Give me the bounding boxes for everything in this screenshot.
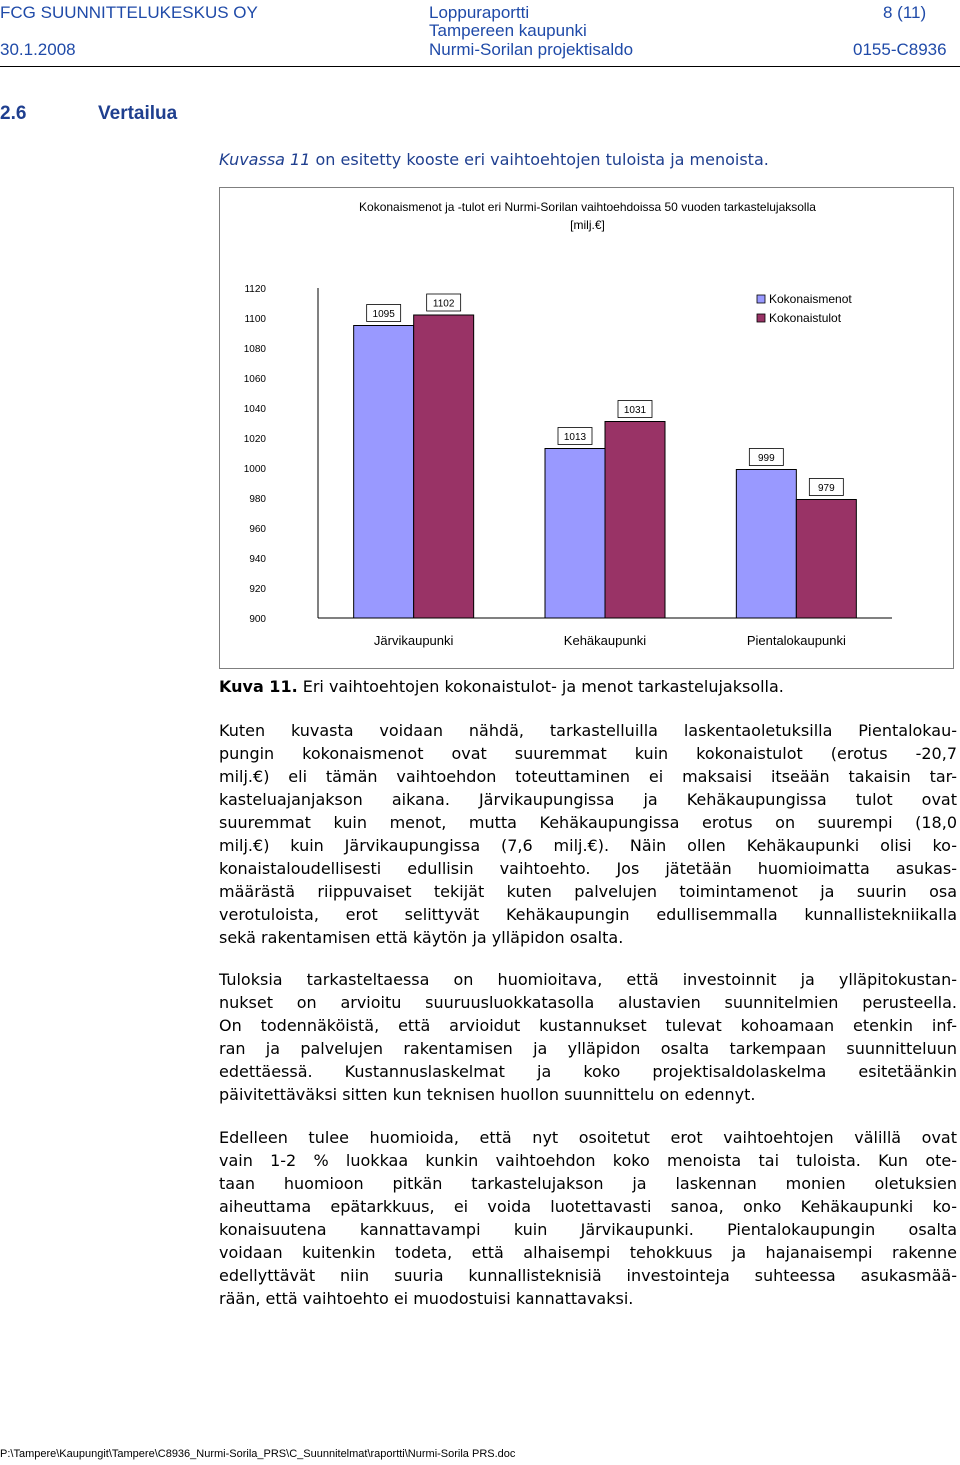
- paragraph-line: Edelleen tulee huomioida, että nyt osoitetut erot vaihtoehtojen välillä ovat: [219, 1128, 957, 1147]
- paragraph-line: Tuloksia tarkasteltaessa on huomioitava, että investoinnit ja ylläpitokustan-: [219, 970, 957, 989]
- project-name: Nurmi-Sorilan projektisaldo: [429, 40, 634, 59]
- y-tick-label: 1040: [243, 404, 266, 415]
- paragraph-line: On todennäköistä, että arvioidut kustannukset tulevat kohoamaan etenkin inf-: [219, 1016, 957, 1035]
- x-tick-label: Pientalokaupunki: [746, 633, 846, 648]
- y-tick-label: 980: [249, 494, 266, 505]
- paragraph-line: ran ja palvelujen rakentamisen ja ylläpidon osalta tarkempaan suunnitteluun: [219, 1039, 957, 1058]
- bar: [605, 422, 665, 619]
- company-name: FCG SUUNNITTELUKESKUS OY: [0, 3, 258, 22]
- paragraph-line: pungin kokonaismenot ovat suuremmat kuin kokonaistulot (erotus -20,7: [219, 744, 957, 763]
- paragraph-line: taan huomioon pitkän tarkastelujakson ja laskennan monien oletuksien: [219, 1174, 957, 1193]
- paragraph-line: voidaan kuitenkin todeta, että alhaisempi tehokkuus ja hajanaisempi rakenne: [219, 1243, 957, 1262]
- x-tick-label: Järvikaupunki: [373, 633, 454, 648]
- figure-reference: Kuvassa 11: [219, 150, 311, 169]
- paragraph-line: päivitettäväksi sitten kun teknisen huollon suunnittelu on edennyt.: [219, 1085, 756, 1104]
- y-tick-label: 1020: [243, 434, 266, 445]
- paragraph-line: edettäessä. Kustannuslaskelmat ja koko projektisaldolaskelma esitetäänkin: [219, 1062, 957, 1081]
- paragraph-line: milj.€) kuin Järvikaupungissa (7,6 milj.€). Näin ollen Kehäkaupunki olisi ko-: [219, 836, 957, 855]
- paragraph-line: vain 1-2 % luokkaa kunkin vaihtoehdon koko menoista tai tuloista. Kun ote-: [219, 1151, 957, 1170]
- bar: [414, 315, 474, 618]
- data-label: 1102: [432, 298, 455, 310]
- data-label: 1095: [372, 309, 395, 320]
- legend-swatch: [757, 314, 765, 322]
- paragraph-line: suuremmat kuin menot, mutta Kehäkaupungissa erotus on suurempi (18,0: [219, 813, 957, 832]
- header-divider: [0, 66, 960, 67]
- bar: [796, 500, 856, 619]
- y-tick-label: 940: [249, 554, 266, 565]
- paragraph-line: nukset on arvioitu suuruusluokkatasolla alustavien suunnitelmien perusteella.: [219, 993, 957, 1012]
- chart-title-line-1: Kokonaismenot ja -tulot eri Nurmi-Sorilan vaihtoehdoissa 50 vuoden tarkastelujaksolla: [359, 200, 816, 214]
- bar-chart: [219, 187, 954, 669]
- intro-text: on esitetty kooste eri vaihtoehtojen tuloista ja menoista.: [310, 150, 769, 169]
- paragraph-line: sekä rakentamisen että käytön ja ylläpidon osalta.: [219, 928, 624, 947]
- y-tick-label: 1080: [243, 344, 266, 355]
- figure-caption: [219, 677, 784, 696]
- paragraph-line: rään, että vaihtoehto ei muodostuisi kannattavaksi.: [219, 1289, 634, 1308]
- legend-swatch: [757, 295, 765, 303]
- legend-label: Kokonaismenot: [769, 292, 852, 306]
- page-number: 8 (11): [883, 3, 927, 22]
- chart-title-line-2: [milj.€]: [570, 218, 605, 232]
- report-date: 30.1.2008: [0, 40, 76, 59]
- paragraph-line: Kuten kuvasta voidaan nähdä, tarkastelluilla laskentaoletuksilla Pientalokau-: [219, 721, 957, 740]
- bar: [354, 326, 414, 619]
- bar: [736, 470, 796, 619]
- y-tick-label: 1100: [244, 314, 266, 325]
- intro-sentence: [219, 150, 769, 169]
- paragraph-line: aiheuttama epätarkkuus, ei voida luotettavasti sanoa, onko Kehäkaupunki ko-: [219, 1197, 957, 1216]
- paragraph-line: määrästä riippuvaiset tekijät kuten palvelujen toimintamenot ja suurin osa: [219, 882, 957, 901]
- paragraph-line: milj.€) eli tämän vaihtoehdon toteuttaminen ei maksaisi itseään takaisin tar-: [219, 767, 957, 786]
- data-label: 1031: [623, 405, 647, 416]
- section-title: Vertailua: [98, 103, 178, 124]
- section-heading: [0, 103, 177, 125]
- client-name: Tampereen kaupunki: [429, 21, 587, 40]
- y-tick-label: 1120: [244, 284, 266, 295]
- y-tick-label: 1060: [243, 374, 266, 385]
- x-tick-label: Kehäkaupunki: [563, 633, 647, 648]
- data-label: 1013: [563, 432, 587, 443]
- project-code: 0155-C8936: [853, 40, 947, 59]
- chart-canvas: [220, 188, 955, 670]
- y-tick-label: 960: [249, 524, 266, 535]
- page-header: [0, 0, 960, 66]
- paragraph-1: [219, 719, 957, 949]
- file-path-footer: P:\Tampere\Kaupungit\Tampere\C8936_Nurmi-Sorila_PRS\C_Suunnitelmat\raportti\Nurmi-Sorila PRS.doc: [0, 1448, 516, 1460]
- section-number: 2.6: [0, 103, 27, 124]
- y-tick-label: 900: [249, 614, 266, 625]
- data-label: 979: [817, 483, 835, 494]
- caption-text: Eri vaihtoehtojen kokonaistulot- ja menot tarkastelujaksolla.: [297, 677, 784, 696]
- y-tick-label: 1000: [243, 464, 266, 475]
- document-type: Loppuraportti: [429, 3, 530, 22]
- paragraph-line: kasteluajanjakson aikana. Järvikaupungissa ja Kehäkaupungissa tulot ovat: [219, 790, 957, 809]
- bar: [545, 449, 605, 619]
- data-label: 999: [757, 453, 775, 464]
- paragraph-line: verotuloista, erot selittyvät Kehäkaupungin edullisemmalla kunnallistekniikalla: [219, 905, 957, 924]
- caption-label: Kuva 11.: [219, 677, 298, 696]
- paragraph-line: konaistaloudellisesti edullisin vaihtoehto. Jos jätetään huomioimatta asukas-: [219, 859, 957, 878]
- paragraph-2: [219, 968, 957, 1106]
- legend-label: Kokonaistulot: [769, 311, 842, 325]
- paragraph-3: [219, 1126, 957, 1310]
- paragraph-line: konaisuutena kannattavampi kuin Järvikaupunki. Pientalokaupungin osalta: [219, 1220, 957, 1239]
- paragraph-line: edellyttävät niin suuria kunnallisteknisiä investointeja suhteessa asukasmää-: [219, 1266, 957, 1285]
- y-tick-label: 920: [249, 584, 266, 595]
